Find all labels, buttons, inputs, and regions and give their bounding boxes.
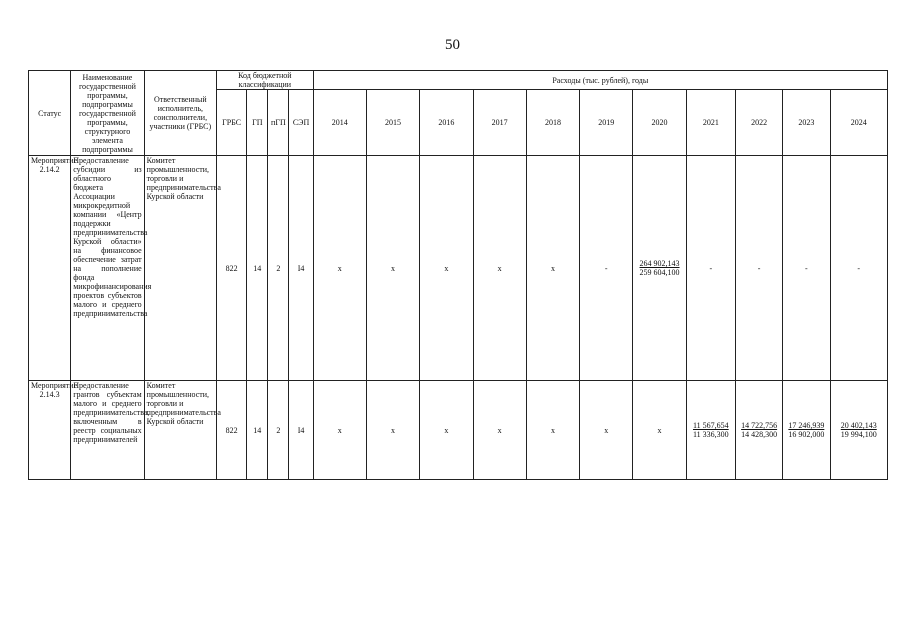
header-code: ГП — [247, 90, 268, 156]
header-year: 2014 — [313, 90, 366, 156]
year-cell: x — [313, 381, 366, 480]
year-cell: x — [526, 156, 579, 381]
header-year: 2018 — [526, 90, 579, 156]
header-year: 2020 — [633, 90, 686, 156]
code-cell: 14 — [247, 381, 268, 480]
year-cell — [735, 381, 782, 480]
year-cell: x — [473, 381, 526, 480]
year-cell: x — [366, 381, 419, 480]
year-cell — [633, 156, 686, 381]
code-cell: 2 — [268, 381, 289, 480]
responsible-cell: Комитет промышленности, торговли и предпринимательства Курской области — [144, 381, 216, 480]
year-cell: - — [735, 156, 782, 381]
year-cell: x — [420, 381, 473, 480]
responsible-cell: Комитет промышленности, торговли и предпринимательства Курской области — [144, 156, 216, 381]
year-cell: x — [366, 156, 419, 381]
year-cell: x — [420, 156, 473, 381]
name-cell: Предоставление субсидии из областного бюджета Ассоциации микрокредитной компании «Центр поддержки предпринимательства Курской области» на финансовое обеспечение затрат на пополнение фонда микрофинансирования проектов субъектов малого и среднего предпринимательства — [71, 156, 144, 381]
code-cell: 2 — [268, 156, 289, 381]
amount-actual: 14 428,300 — [741, 430, 778, 439]
year-cell — [686, 381, 735, 480]
amount-actual: 11 336,300 — [692, 430, 729, 439]
header-code: пГП — [268, 90, 289, 156]
header-status: Статус — [29, 71, 71, 156]
header-expenses: Расходы (тыс. рублей), годы — [313, 71, 887, 90]
amount-actual: 19 994,100 — [840, 430, 877, 439]
name-cell: Предоставление грантов субъектам малого и среднего предпринимательства, включенным в реестр социальных предпринимателей — [71, 381, 144, 480]
page-number: 50 — [445, 37, 460, 53]
header-code: ГРБС — [217, 90, 247, 156]
year-cell: x — [313, 156, 366, 381]
status-cell: Мероприятие 2.14.2 — [29, 156, 71, 381]
header-year: 2015 — [366, 90, 419, 156]
code-cell: 14 — [247, 156, 268, 381]
year-cell: - — [686, 156, 735, 381]
header-year: 2022 — [735, 90, 782, 156]
year-cell: - — [783, 156, 830, 381]
year-cell: x — [633, 381, 686, 480]
year-cell: x — [580, 381, 633, 480]
code-cell: I4 — [289, 156, 313, 381]
year-cell: x — [473, 156, 526, 381]
header-year: 2016 — [420, 90, 473, 156]
table-row — [29, 156, 888, 381]
year-cell: - — [830, 156, 888, 381]
budget-table — [28, 70, 888, 480]
header-year: 2017 — [473, 90, 526, 156]
amount-planned: 264 902,143 — [639, 259, 680, 268]
amount-planned: 20 402,143 — [840, 421, 877, 430]
status-cell: Мероприятие 2.14.3 — [29, 381, 71, 480]
header-name: Наименование государственной программы, подпрограммы государственной программы, структурного элемента подпрограммы — [71, 71, 144, 156]
year-cell: - — [580, 156, 633, 381]
amount-actual: 259 604,100 — [639, 268, 680, 277]
amount-planned: 17 246,939 — [788, 421, 825, 430]
amount-planned: 14 722,756 — [741, 421, 778, 430]
code-cell: I4 — [289, 381, 313, 480]
header-responsible: Ответственный исполнитель, соисполнители, участники (ГРБС) — [144, 71, 216, 156]
header-year: 2023 — [783, 90, 830, 156]
header-code: СЭП — [289, 90, 313, 156]
header-year: 2024 — [830, 90, 888, 156]
amount-planned: 11 567,654 — [692, 421, 729, 430]
year-cell — [830, 381, 888, 480]
code-cell: 822 — [217, 381, 247, 480]
header-year: 2019 — [580, 90, 633, 156]
table-row — [29, 381, 888, 480]
header-year: 2021 — [686, 90, 735, 156]
amount-actual: 16 902,000 — [788, 430, 825, 439]
year-cell — [783, 381, 830, 480]
code-cell: 822 — [217, 156, 247, 381]
year-cell: x — [526, 381, 579, 480]
header-budget-code: Код бюджетной классификации — [217, 71, 314, 90]
